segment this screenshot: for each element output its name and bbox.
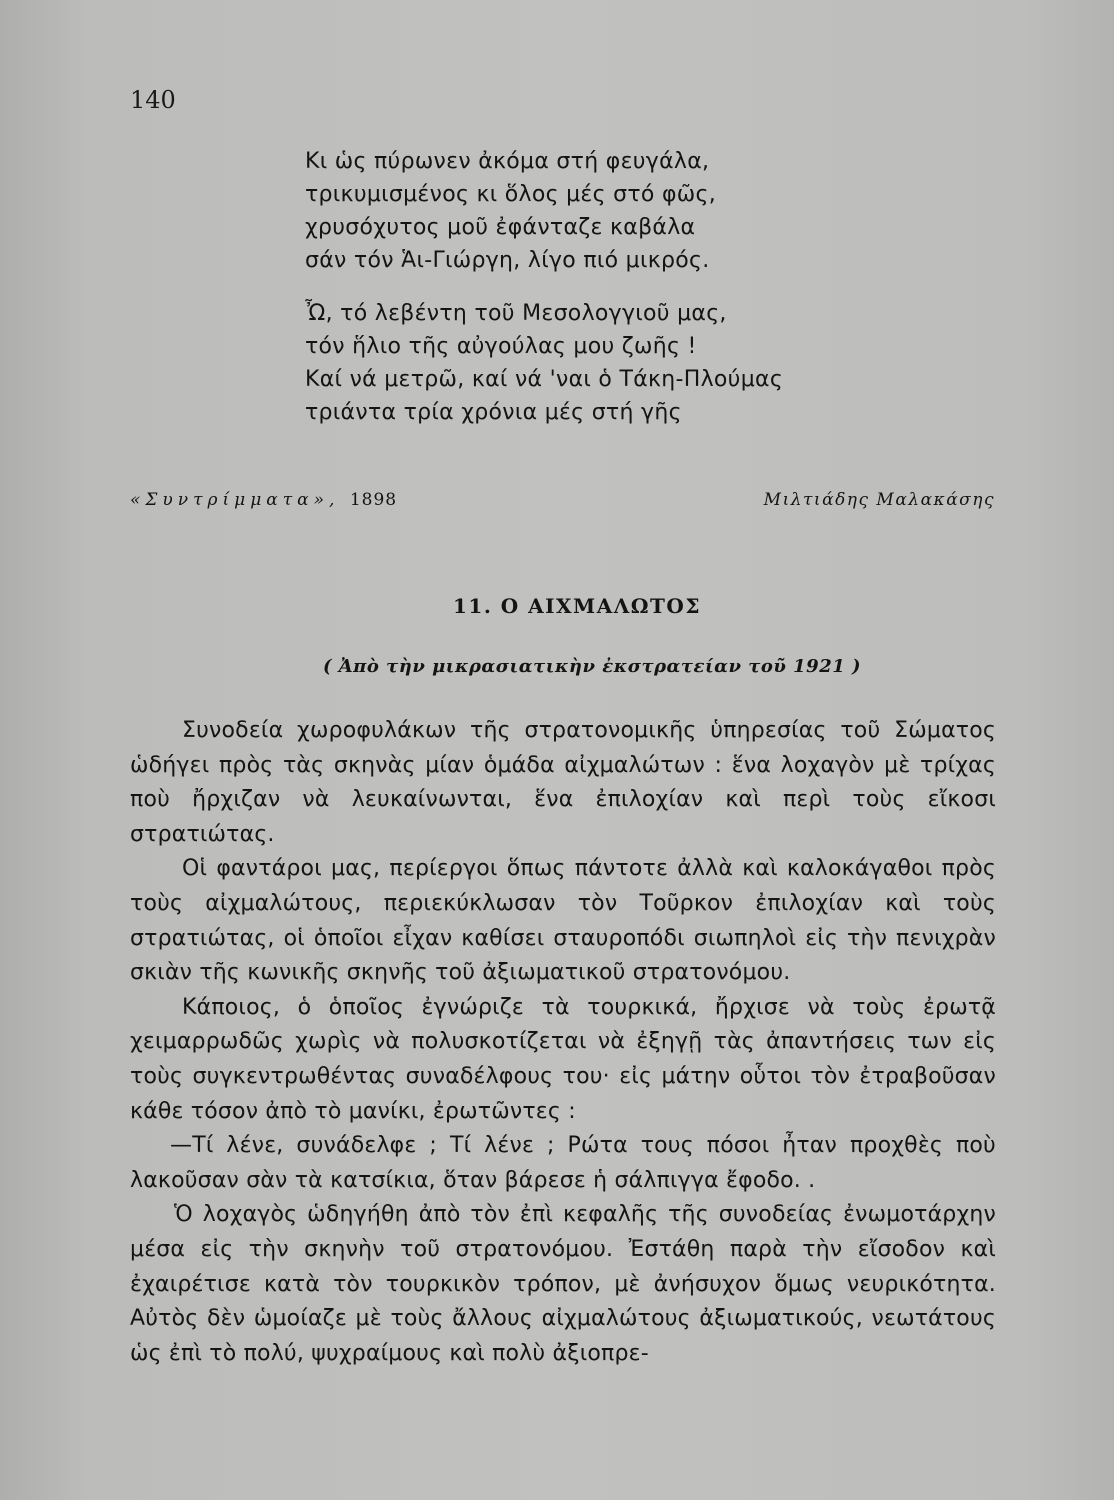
section-title — [0, 594, 1114, 618]
poem — [305, 145, 865, 449]
attribution-author: Μιλτιάδης Μαλακάσης — [763, 490, 995, 510]
poem-line: χρυσόχυτος μοῦ ἐφάνταζε καβάλα — [305, 215, 696, 240]
poem-line: τόν ἥλιο τῆς αὐγούλας μου ζωῆς ! — [305, 334, 697, 359]
paragraph: Οἱ φαντάροι μας, περίεργοι ὅπως πάντοτε ἀλλὰ καὶ καλοκάγαθοι πρὸς τοὺς αἰχμαλώτους, περιεκύκλωσαν τὸν Τοῦρκον ἐπιλοχίαν καὶ τοὺς στρατιώτας, οἱ ὁποῖοι εἶχαν καθίσει σταυροπόδι σιωπηλοὶ εἰς τὴν πενιχρὰν σκιὰν τῆς κωνικῆς σκηνῆς τοῦ ἀξιωματικοῦ στρατονόμου. — [130, 856, 996, 986]
paragraph: —Τί λένε, συνάδελφε ; Τί λένε ; Ρώτα τους πόσοι ἦταν προχθὲς ποὺ λακοῦσαν σὰν τὰ κατσίκια, ὅταν βάρεσε ἡ σάλπιγγα ἔφοδο. . — [130, 1133, 996, 1193]
poem-line: σάν τόν Ἁι-Γιώργη, λίγο πιό μικρός. — [305, 248, 710, 273]
section-subtitle-text: ( Ἀπὸ τὴν μικρασιατικὴν ἐκστρατείαν τοῦ 1921 ) — [322, 656, 862, 677]
poem-line: τριάντα τρία χρόνια μές στή γῆς — [305, 400, 682, 425]
poem-stanza — [305, 297, 865, 429]
attribution-source: «Συντρίμματα», — [130, 490, 340, 510]
poem-line: Καί νά μετρῶ, καί νά 'ναι ὁ Τάκη-Πλούμας — [305, 367, 784, 392]
poem-line: Ὦ, τό λεβέντη τοῦ Μεσολογγιοῦ μας, — [305, 301, 727, 326]
attribution-year: 1898 — [349, 490, 398, 510]
paragraph: Συνοδεία χωροφυλάκων τῆς στρατονομικῆς ὑπηρεσίας τοῦ Σώματος ὡδήγει πρὸς τὰς σκηνὰς μίαν ὁμάδα αἰχμαλώτων : ἕνα λοχαγὸν μὲ τρίχας ποὺ ἤρχιζαν νὰ λευκαίνωνται, ἕνα ἐπιλοχίαν καὶ περὶ τοὺς εἴκοσι στρατιώτας. — [130, 718, 996, 847]
section-subtitle — [0, 656, 1114, 677]
section-title-text: 11. Ο ΑΙΧΜΑΛΩΤΟΣ — [453, 594, 701, 618]
paragraph: Κάποιος, ὁ ὁποῖος ἐγνώριζε τὰ τουρκικά, ἤρχισε νὰ τοὺς ἐρωτᾷ χειμαρρωδῶς χωρὶς νὰ πολυσκοτίζεται νὰ ἐξηγῇ τὰς ἀπαντήσεις των εἰς τοὺς συγκεντρωθέντας συναδέλφους του· εἰς μάτην οὗτοι τὸν ἐτραβοῦσαν κάθε τόσον ἀπὸ τὸ μανίκι, ἐρωτῶντες : — [130, 994, 996, 1124]
attribution-source-line — [130, 490, 397, 510]
poem-stanza — [305, 145, 865, 277]
paragraph: Ὁ λοχαγὸς ὡδηγήθη ἀπὸ τὸν ἐπὶ κεφαλῆς τῆς συνοδείας ἐνωμοτάρχην μέσα εἰς τὴν σκηνὴν τοῦ στρατονόμου. Ἐστάθη παρὰ τὴν εἴσοδον καὶ ἐχαιρέτισε κατὰ τὸν τουρκικὸν τρόπον, μὲ ἀνήσυχον ὅμως νευρικότητα. Αὐτὸς δὲν ὡμοίαζε μὲ τοὺς ἄλλους αἰχμαλώτους ἀξιωματικούς, νεωτάτους ὡς ἐπὶ τὸ πολύ, ψυχραίμους καὶ πολὺ ἀξιοπρε- — [130, 1202, 996, 1366]
poem-line: Κι ὡς πύρωνεν ἀκόμα στή φευγάλα, — [305, 149, 710, 174]
poem-line: τρικυμισμένος κι ὅλος μές στό φῶς, — [305, 182, 717, 207]
prose-body — [130, 714, 996, 1371]
poem-attribution — [130, 490, 995, 518]
page-number: 140 — [130, 86, 176, 114]
